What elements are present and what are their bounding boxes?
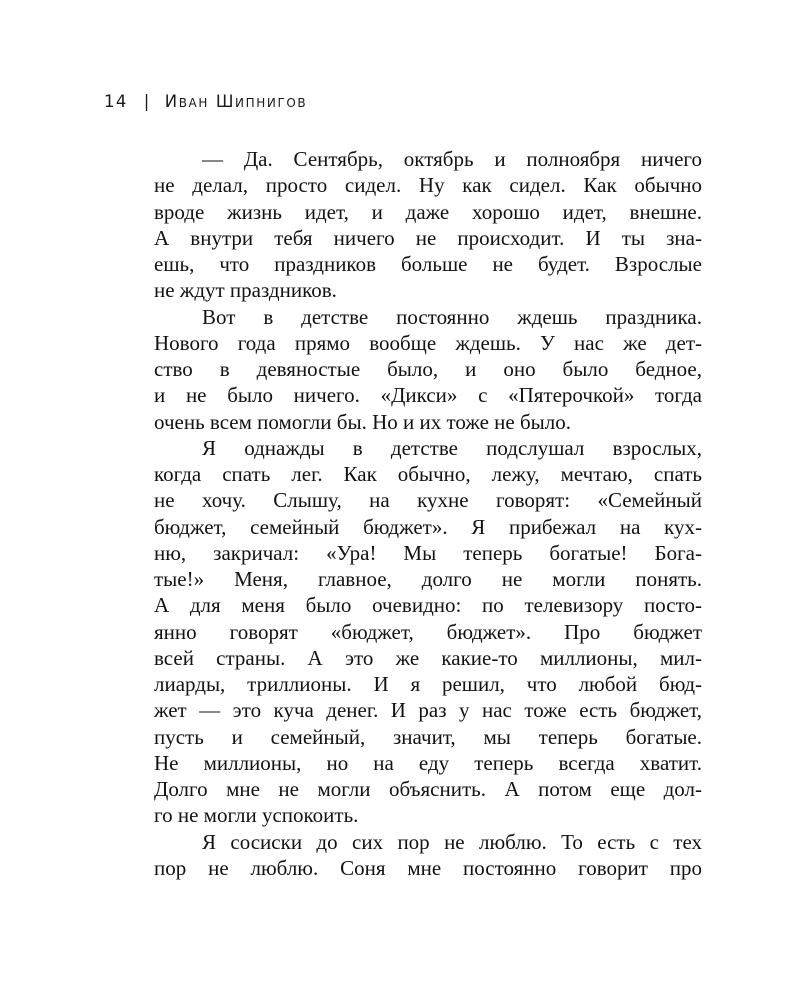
- text-line: когда спать лег. Как обычно, лежу, мечтаю, спать: [154, 462, 702, 486]
- text-line: вроде жизнь идет, и даже хорошо идет, внешне.: [154, 199, 702, 224]
- author-name: Иван Шипнигов: [164, 91, 308, 111]
- text-line: ство в девяностые было, и оно было бедное,: [154, 357, 702, 381]
- text-line: тые!» Меня, главное, долго не могли понять.: [154, 567, 702, 591]
- text-line: Я однажды в детстве подслушал взрослых,: [202, 435, 702, 460]
- text-line: очень всем помогли бы. Но и их тоже не было.: [154, 409, 571, 434]
- text-line: ню, закричал: «Ура! Мы теперь богатые! Бога-: [154, 540, 702, 565]
- text-line: Я сосиски до сих пор не люблю. То есть с тех: [202, 829, 702, 854]
- text-line: пор не люблю. Соня мне постоянно говорит про: [154, 855, 702, 880]
- text-line: ешь, что праздников больше не будет. Взрослые: [154, 252, 702, 276]
- text-line: янно говорят «бюджет, бюджет». Про бюджет: [154, 619, 702, 644]
- text-line: Не миллионы, но на еду теперь всегда хватит.: [154, 750, 702, 775]
- text-line: всей страны. А это же какие-то миллионы, мил-: [154, 645, 702, 670]
- text-line: пусть и семейный, значит, мы теперь богатые.: [154, 724, 702, 749]
- page-number: 14: [104, 91, 128, 111]
- body-text: [154, 146, 702, 881]
- header-separator: |: [143, 91, 151, 111]
- text-line: А внутри тебя ничего не происходит. И ты зна-: [154, 225, 702, 250]
- text-line: не хочу. Слышу, на кухне говорят: «Семейный: [154, 488, 702, 513]
- running-head: [104, 88, 307, 114]
- text-line: не делал, просто сидел. Ну как сидел. Как обычно: [154, 173, 702, 198]
- text-line: Нового года прямо вообще ждешь. У нас же дет-: [154, 330, 702, 355]
- text-line: го не могли успокоить.: [154, 803, 359, 828]
- text-line: не ждут праздников.: [154, 278, 337, 303]
- text-line: жет — это куча денег. И раз у нас тоже есть бюджет,: [154, 698, 702, 723]
- text-line: лиарды, триллионы. И я решил, что любой бюд-: [154, 672, 702, 696]
- text-line: А для меня было очевидно: по телевизору посто-: [154, 593, 702, 618]
- text-line: Вот в детстве постоянно ждешь праздника.: [202, 304, 702, 329]
- text-line: бюджет, семейный бюджет». Я прибежал на кух-: [154, 514, 702, 539]
- text-line: и не было ничего. «Дикси» с «Пятерочкой» тогда: [154, 383, 702, 408]
- text-line: — Да. Сентябрь, октябрь и полноября ничего: [202, 147, 702, 171]
- text-line: Долго мне не могли объяснить. А потом еще дол-: [154, 777, 702, 801]
